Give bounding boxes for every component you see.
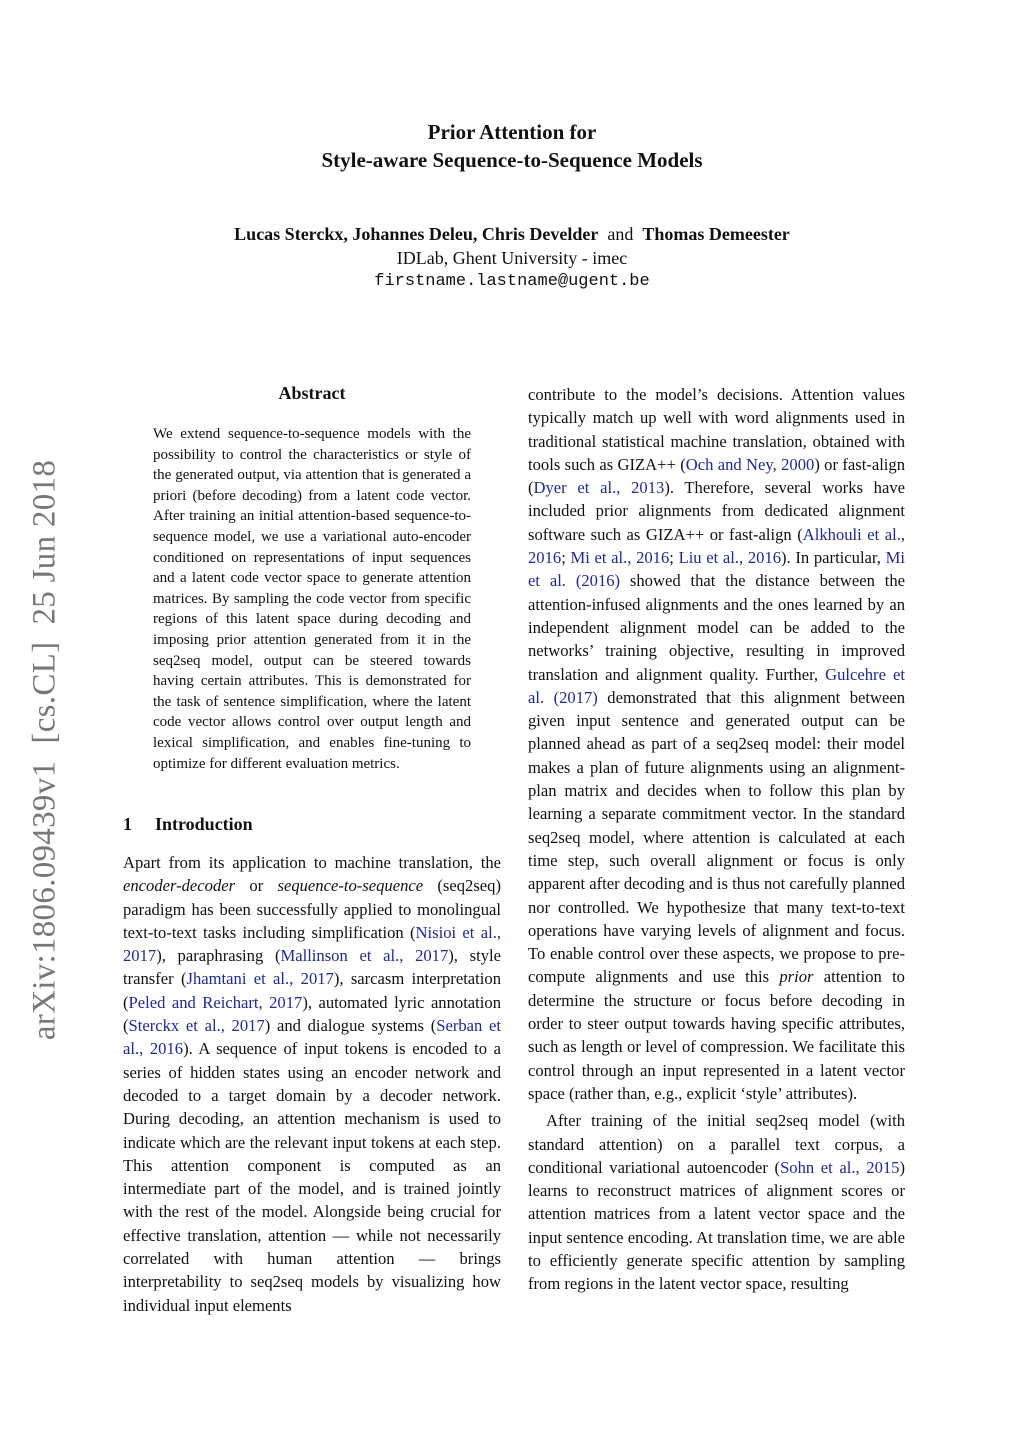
author-email[interactable]: firstname.lastname@ugent.be bbox=[374, 272, 650, 291]
intro-left-column bbox=[123, 851, 501, 1317]
citation-link[interactable]: Jhamtani et al., 2017 bbox=[186, 969, 334, 989]
intro-paragraph-2: After training of the initial seq2seq model (with standard attention) on a parallel text corpus, a conditional variational autoencoder (Sohn et al., 2015) learns to reconstruct matrices of alignment scores or attention matrices from a latent vector space and the input sentence encoding. At translation time, we are able to efficiently generate specific attention by sampling from regions in the latent vector space, resulting bbox=[528, 1111, 905, 1294]
section-number: 1 bbox=[123, 814, 132, 834]
intro-text-split: ). A sequence of input tokens is encoded to a series of hidden states using an encoder network and decoded to a target domain by a decoder network. During decoding, an attention mechanism is used to indicate which are the relevant input tokens at each step. This attention component is computed as an intermediate part of the model, and is trained jointly with the rest of the model. Alongside being crucial for effective translation, attention — while not necessarily correlated with human attention — brings interpretability to seq2seq models by visualizing how individual input elements bbox=[123, 1039, 501, 1315]
citation-link[interactable]: Nisioi et al., 2017 bbox=[123, 922, 501, 966]
author-block bbox=[0, 222, 1024, 294]
title-line-1: Prior Attention for bbox=[427, 120, 597, 144]
author-names: Lucas Sterckx, Johannes Deleu, Chris Develder bbox=[234, 224, 599, 244]
affiliation: IDLab, Ghent University - imec bbox=[396, 248, 628, 268]
citation-link[interactable]: Serban et al., 2016 bbox=[123, 1016, 502, 1059]
section-heading-introduction bbox=[123, 814, 253, 835]
citation-link[interactable]: Mi et al., 2016 bbox=[570, 548, 670, 568]
citation-link[interactable]: Gulcehre et al. (2017) bbox=[528, 664, 905, 707]
citation-link[interactable]: Alkhouli et al., 2016 bbox=[528, 524, 906, 568]
citation-link[interactable]: Sterckx et al., 2017 bbox=[128, 1016, 265, 1036]
intro-text-split: contribute to the model’s decisions. Attention values typically match up well with word alignments used in traditional statistical machine translation, obtained with tools such as GIZA++ ( bbox=[528, 385, 905, 474]
citation-link[interactable]: Liu et al., 2016 bbox=[678, 548, 782, 568]
citation-link[interactable]: Mi et al. (2016) bbox=[528, 548, 905, 591]
section-title: Introduction bbox=[155, 814, 253, 834]
abstract-text: We extend sequence-to-sequence models with the possibility to control the characteristics or style of the generated output, via attention that is generated a priori (before decoding) from a latent code vector. After training an initial attention-based sequence-to-sequence model, we use a variational auto-encoder conditioned on representations of input sequences and a latent code vector space to generate attention matrices. By sampling the code vector from specific regions of this latent space during decoding and imposing prior attention generated from it in the seq2seq model, output can be steered towards having certain attributes. This is demonstrated for the task of sentence simplification, where the latent code vector allows control over output length and lexical simplification, and enables fine-tuning to optimize for different evaluation metrics. bbox=[153, 426, 471, 772]
author-and: and bbox=[607, 224, 634, 244]
citation-link[interactable]: Mallinson et al., 2017 bbox=[280, 946, 449, 966]
title-line-2: Style-aware Sequence-to-Sequence Models bbox=[321, 148, 703, 172]
intro-right-column bbox=[528, 383, 905, 1296]
paper-title bbox=[0, 118, 1024, 174]
citation-link[interactable]: Dyer et al., 2013 bbox=[533, 478, 665, 498]
abstract-heading: Abstract bbox=[278, 383, 346, 403]
arxiv-stamp-text: arXiv:1806.09439v1 [cs.CL] 25 Jun 2018 bbox=[26, 459, 63, 1041]
citation-link[interactable]: Och and Ney, 2000 bbox=[685, 454, 815, 474]
intro-paragraph-1-part-a: Apart from its application to machine translation, the encoder-decoder or sequence-to-sequence (seq2seq) paradigm has been successfully applied to monolingual text-to-text tasks including simplification (Nisioi et al., 2017), paraphrasing (Mallinson et al., 2017), style transfer (Jhamtani et al., 2017), sarcasm interpretation (Peled and Reichart, 2017), automated lyric annotation (Sterckx et al., 2017) and dialogue systems (Serban et al., 2016). A sequence of input tokens is encoded to a series of hidden states using an encoder network and decoded to a target domain by a decoder network. During decoding, an attention mechanism is used to indicate which are the relevant input tokens at each step. This attention component is computed as an intermediate part of the model, and is trained jointly with the rest of the model. Alongside being crucial for effective translation, attention — while not necessarily correlated with human attention — brings interpretability to seq2seq models by visualizing how individual input elements bbox=[123, 853, 502, 1315]
citation-link[interactable]: Sohn et al., 2015 bbox=[780, 1157, 900, 1177]
citation-link[interactable]: Peled and Reichart, 2017 bbox=[128, 992, 303, 1012]
author-last: Thomas Demeester bbox=[642, 224, 790, 244]
intro-paragraph-1-part-b: contribute to the model’s decisions. Attention values typically match up well with word alignments used in traditional statistical machine translation, obtained with tools such as GIZA++ (Och and Ney, 2000) or fast-align (Dyer et al., 2013). Therefore, several works have included prior alignments from dedicated alignment software such as GIZA++ or fast-align (Alkhouli et al., 2016; Mi et al., 2016; Liu et al., 2016). In particular, Mi et al. (2016) showed that the distance between the attention-infused alignments and the ones learned by an independent alignment model can be added to the networks’ training objective, resulting in improved translation and alignment quality. Further, Gulcehre et al. (2017) demonstrated that this alignment between given input sentence and generated output can be planned ahead as part of a seq2seq model: their model makes a plan of future alignments using an alignment-plan matrix and decides when to follow this plan by learning a separate commitment vector. In the standard seq2seq model, where attention is calculated at each time step, such overall alignment or focus is only apparent after decoding and is thus not carefully planned nor controlled. We hypothesize that many text-to-text operations have varying levels of alignment and focus. To enable control over these aspects, we propose to pre-compute alignments and use this prior attention to determine the structure or focus before decoding in order to steer output towards having specific attributes, such as length or level of compression. We facilitate this control through an input represented in a latent vector space (rather than, e.g., explicit ‘style’ attributes). bbox=[528, 385, 906, 1103]
